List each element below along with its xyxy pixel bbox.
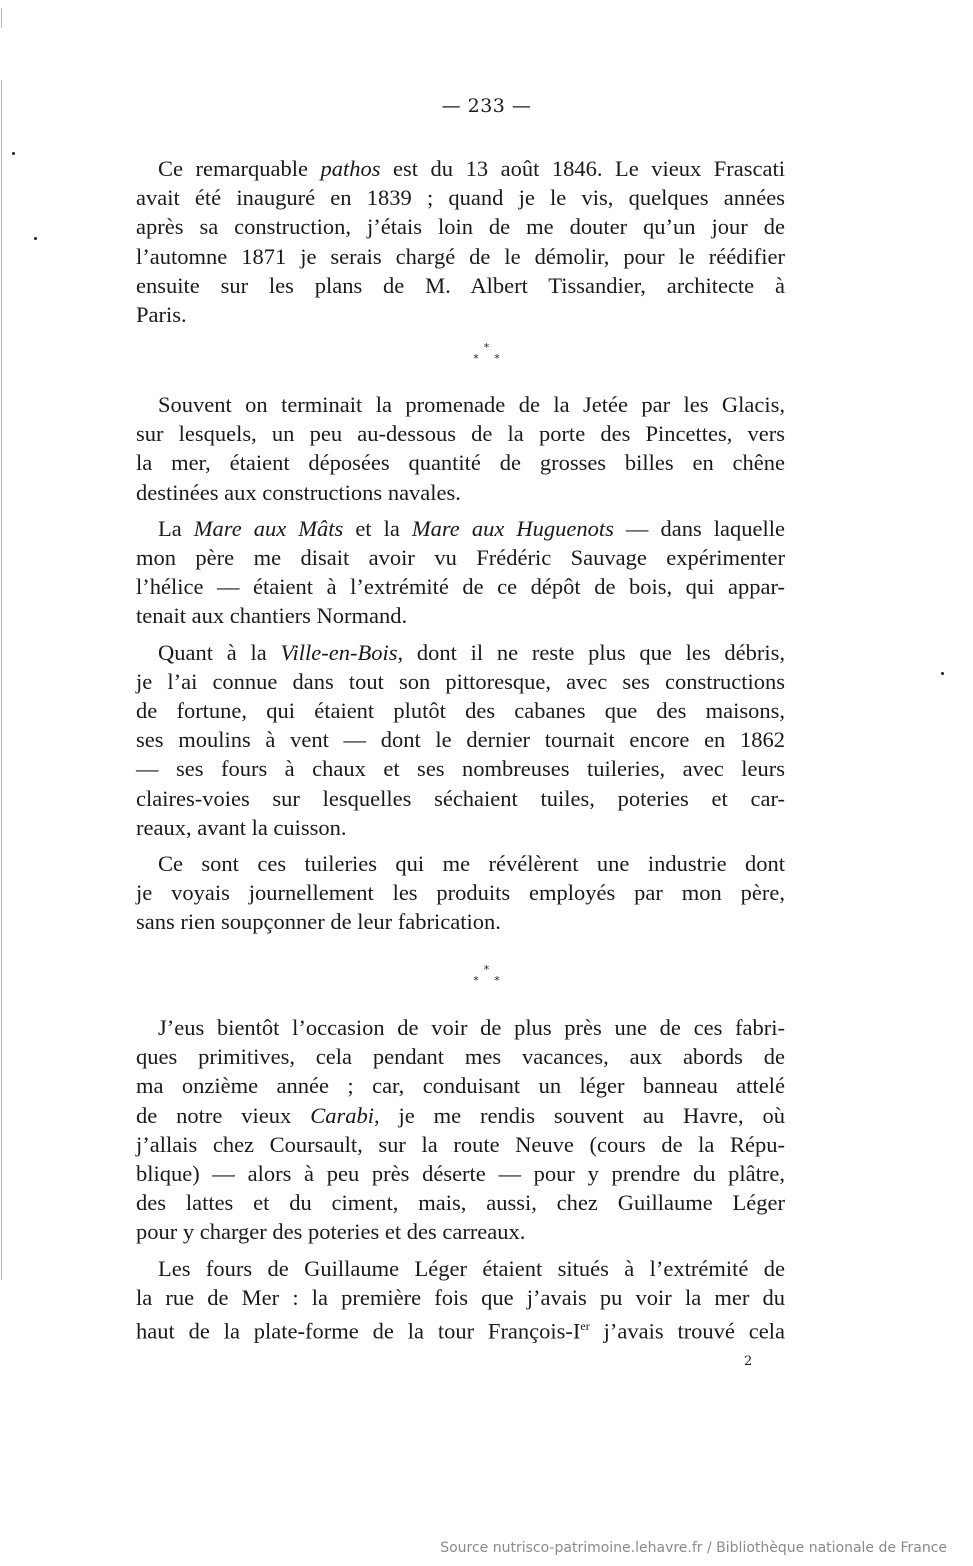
asterism-bottom-stars: * * xyxy=(473,352,506,365)
text-line: sans rien soupçonner de leur fabrication. xyxy=(136,909,501,935)
text-section-1 xyxy=(136,154,785,329)
text-line: sur lesquels, un peu au-dessous de la porte des Pincettes, vers xyxy=(136,421,785,447)
text-line: de fortune, qui étaient plutôt des cabanes que des maisons, xyxy=(136,698,785,724)
text-line: la rue de Mer : la première fois que j’avais pu voir la mer du xyxy=(136,1284,785,1310)
source-credit: Source nutrisco-patrimoine.lehavre.fr / Bibliothèque nationale de France xyxy=(440,1540,947,1556)
text-line: ma onzième année ; car, conduisant un léger banneau attelé xyxy=(136,1073,785,1099)
paragraph xyxy=(136,849,785,937)
text-line: ensuite sur les plans de M. Albert Tissandier, architecte à xyxy=(136,272,785,298)
text-line: claires-voies sur lesquelles séchaient tuiles, poteries et car- xyxy=(136,785,785,811)
text-line: Ce remarquable pathos est du 13 août 1846. Le vieux Frascati xyxy=(158,156,785,181)
paragraph xyxy=(136,514,785,631)
scan-speck xyxy=(941,672,944,675)
paragraph xyxy=(136,1254,785,1346)
text-section-3 xyxy=(136,1013,785,1346)
asterism-top-star: * xyxy=(483,963,490,976)
text-line: je voyais journellement les produits employés par mon père, xyxy=(136,880,785,906)
asterism-top-star: * xyxy=(483,341,490,354)
text-line: blique) — alors à peu près déserte — pour y prendre du plâtre, xyxy=(136,1161,785,1187)
text-line: mon père me disait avoir vu Frédéric Sauvage expérimenter xyxy=(136,545,785,571)
text-section-2 xyxy=(136,390,785,937)
paragraph xyxy=(136,390,785,507)
superscript: er xyxy=(580,1319,590,1334)
text-line: Les fours de Guillaume Léger étaient situés à l’extrémité de xyxy=(158,1255,785,1281)
italic-term: Mare aux Huguenots xyxy=(411,515,614,541)
text-line: ques primitives, cela pendant mes vacances, aux abords de xyxy=(136,1044,785,1070)
text-line: haut de la plate-forme de la tour François-Ier j’avais trouvé cela xyxy=(136,1318,785,1344)
paragraph xyxy=(136,638,785,842)
text-line: avait été inauguré en 1839 ; quand je le vis, quelques années xyxy=(136,185,785,211)
italic-term: Carabi xyxy=(310,1102,374,1128)
text-line: La Mare aux Mâts et la Mare aux Huguenots — dans laquelle xyxy=(158,515,785,541)
text-line: la mer, étaient déposées quantité de grosses billes en chêne xyxy=(136,450,785,476)
text-line: j’allais chez Coursault, sur la route Neuve (cours de la Répu- xyxy=(136,1131,785,1157)
page-edge-mark xyxy=(1,8,2,28)
italic-term: Ville-en-Bois xyxy=(280,639,398,665)
text-line: de notre vieux Carabi, je me rendis souvent au Havre, où xyxy=(136,1102,785,1128)
italic-term: pathos xyxy=(320,156,381,181)
asterism-bottom-stars: * * xyxy=(473,974,506,987)
asterism-divider xyxy=(0,964,973,986)
paragraph xyxy=(136,1013,785,1247)
scan-speck xyxy=(34,237,37,240)
text-line: pour y charger des poteries et des carreaux. xyxy=(136,1219,526,1245)
text-line: J’eus bientôt l’occasion de voir de plus près une de ces fabri- xyxy=(158,1015,785,1040)
text-line: — ses fours à chaux et ses nombreuses tuileries, avec leurs xyxy=(136,756,785,782)
text-line: reaux, avant la cuisson. xyxy=(136,814,347,840)
signature-mark: 2 xyxy=(744,1354,753,1369)
text-line: Ce sont ces tuileries qui me révélèrent une industrie dont xyxy=(158,851,785,877)
scan-speck xyxy=(12,152,15,155)
text-line: Paris. xyxy=(136,302,187,328)
text-line: destinées aux constructions navales. xyxy=(136,479,461,505)
text-line: l’hélice — étaient à l’extrémité de ce dépôt de bois, qui appar- xyxy=(136,574,785,600)
italic-term: Mare aux Mâts xyxy=(193,515,344,541)
text-line: après sa construction, j’étais loin de me douter qu’un jour de xyxy=(136,214,785,240)
text-line: Quant à la Ville-en-Bois, dont il ne reste plus que les débris, xyxy=(158,639,785,665)
text-line: tenait aux chantiers Normand. xyxy=(136,603,408,629)
text-line: l’automne 1871 je serais chargé de le démolir, pour le réédifier xyxy=(136,243,785,269)
asterism-divider xyxy=(0,342,973,364)
page-edge-line xyxy=(1,80,2,1280)
text-line: je l’ai connue dans tout son pittoresque, avec ses constructions xyxy=(136,668,785,694)
text-line: des lattes et du ciment, mais, aussi, chez Guillaume Léger xyxy=(136,1190,785,1216)
paragraph xyxy=(136,154,785,329)
page-number: — 233 — xyxy=(441,95,532,117)
text-line: ses moulins à vent — dont le dernier tournait encore en 1862 xyxy=(136,727,785,753)
text-line: Souvent on terminait la promenade de la Jetée par les Glacis, xyxy=(158,392,785,417)
